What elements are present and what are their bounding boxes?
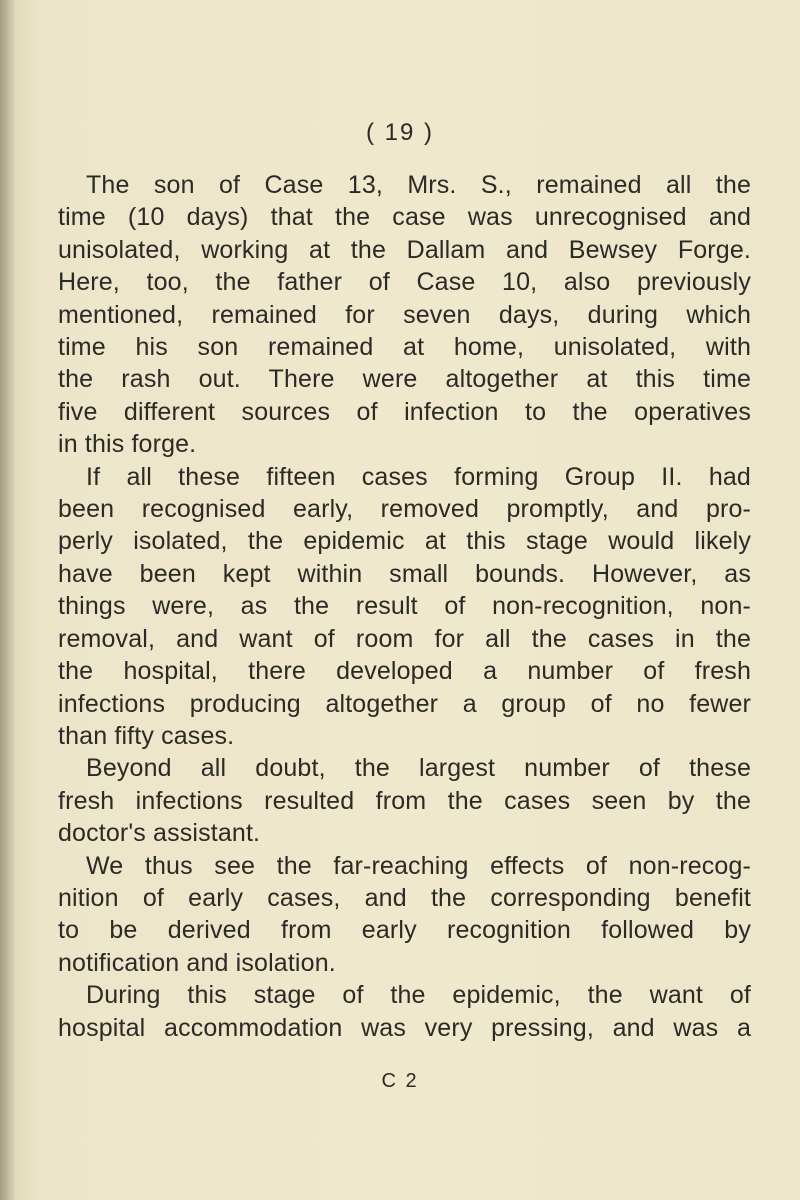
text-line: things were, as the result of non-recognition, non-: [58, 592, 751, 621]
text-line: time (10 days) that the case was unrecognised and: [58, 203, 751, 232]
text-line: been recognised early, removed promptly, and pro-: [58, 495, 751, 524]
page-number: ( 19 ): [365, 119, 434, 146]
text-line: the hospital, there developed a number of fresh: [58, 657, 751, 686]
text-line: removal, and want of room for all the cases in the: [58, 624, 751, 653]
text-line: infections producing altogether a group of no fewer: [58, 689, 751, 718]
text-line: in this forge.: [58, 430, 197, 459]
text-line: hospital accommodation was very pressing, and was a: [58, 1013, 751, 1042]
text-line: The son of Case 13, Mrs. S., remained all the: [86, 171, 751, 199]
text-line: time his son remained at home, unisolated, with: [58, 333, 751, 362]
page-spine-shadow: [0, 0, 14, 1200]
text-line: mentioned, remained for seven days, during which: [58, 300, 751, 329]
text-line: perly isolated, the epidemic at this stage would likely: [58, 527, 751, 556]
text-line: nition of early cases, and the corresponding benefit: [58, 883, 751, 912]
text-line: We thus see the far-reaching effects of non-recog-: [86, 851, 751, 880]
text-line: than fifty cases.: [58, 721, 235, 750]
text-line: fresh infections resulted from the cases seen by the: [58, 786, 751, 815]
signature-mark: C 2: [381, 1070, 419, 1092]
text-line: Beyond all doubt, the largest number of these: [86, 754, 751, 783]
text-line: unisolated, working at the Dallam and Bewsey Forge.: [58, 235, 751, 264]
text-line: doctor's assistant.: [58, 819, 261, 848]
text-line: During this stage of the epidemic, the want of: [86, 981, 751, 1010]
text-line: have been kept within small bounds. However, as: [58, 559, 751, 588]
body-text: [58, 169, 751, 1044]
text-line: to be derived from early recognition followed by: [58, 916, 751, 945]
text-line: five different sources of infection to the operatives: [58, 397, 751, 426]
text-line: notification and isolation.: [58, 948, 336, 977]
text-line: the rash out. There were altogether at this time: [58, 365, 751, 394]
text-line: Here, too, the father of Case 10, also previously: [58, 268, 751, 297]
text-line: If all these fifteen cases forming Group II. had: [86, 462, 751, 491]
